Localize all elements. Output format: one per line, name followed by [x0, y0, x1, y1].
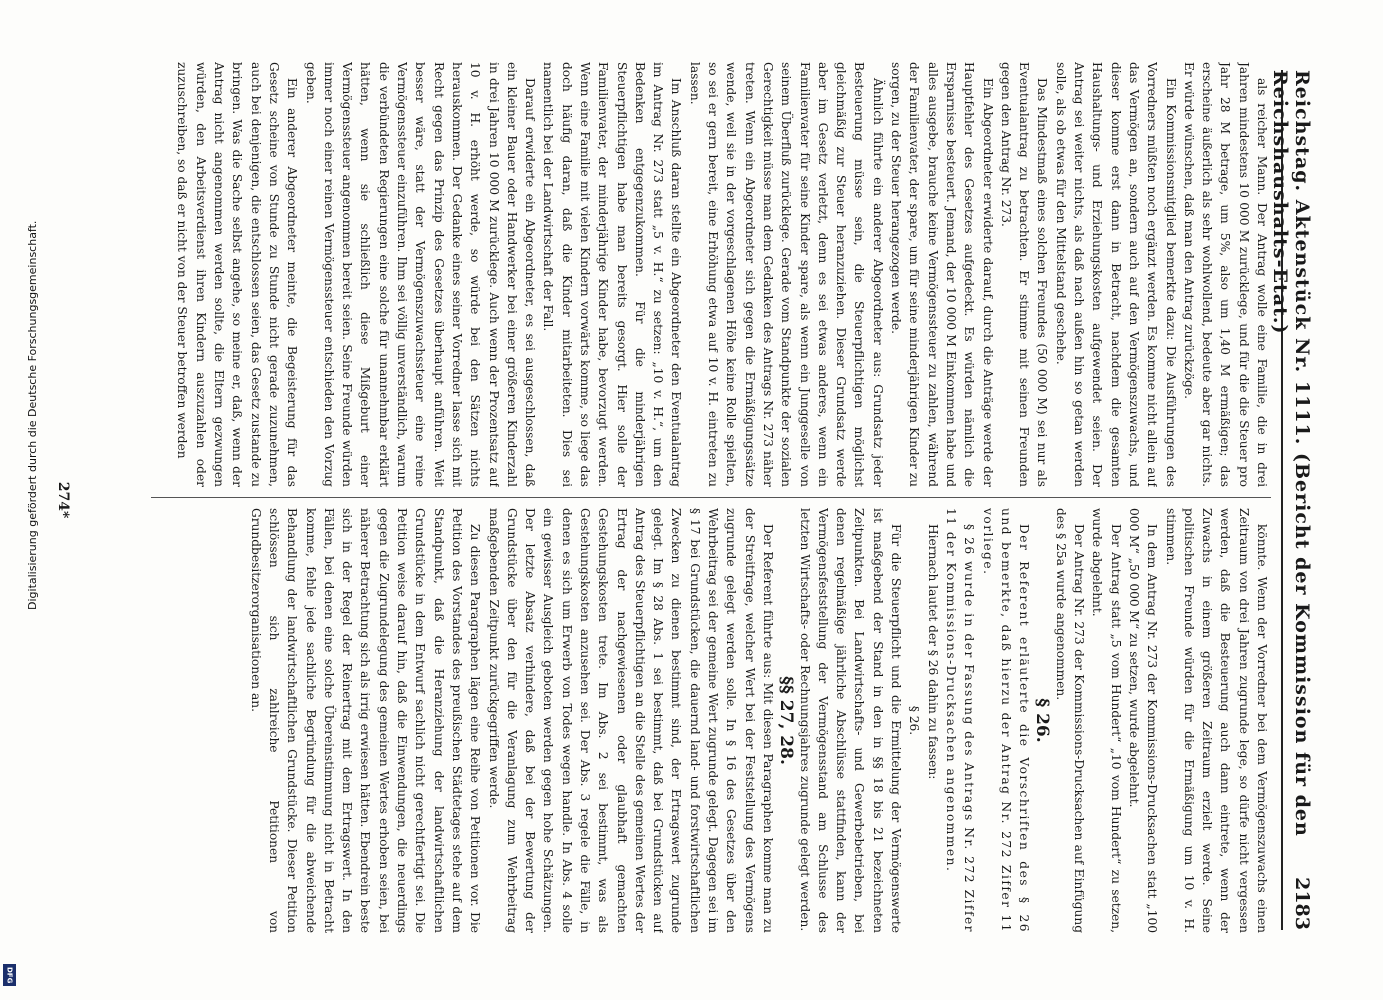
- paragraph: könnte. Wenn der Vorredner bei dem Vermögenszuwachs einen Zeitraum von drei Jahren zugrunde lege, so dürfe nicht vergessen werden, daß die Besteuerung auch dann eintrete, wenn der Zuwachs in einem größeren Zeitraum erzielt werde. Seine politischen Freunde würden für die Ermäßigung um 10 v. H. stimmen.: [1163, 508, 1269, 933]
- paragraph: Im Anschluß daran stellte ein Abgeordneter den Eventualantrag im Antrag Nr. 273 statt „5 v. H.“ zu setzen: „10 v. H.“, um den Bedenken entgegenzukommen. Für die minderjährigen Steuerpflichtigen habe man bereits gesorgt. Hier solle der Familienvater, der minderjährige Kinder habe, bevorzugt werden. Wenn eine Familie mit vielen Kindern vorwärts komme, so liege das doch häufig daran, daß die Kinder mitarbeiteten. Dies sei namentlich bei der Landwirtschaft der Fall.: [541, 62, 684, 487]
- paragraph: Zu diesen Paragraphen lägen eine Reihe von Petitionen vor. Die Petition des Vorstandes des preußischen Städtetages stehe auf dem Standpunkt, daß die Heranziehung der landwirtschaftlichen Grundstücke in dem Entwurf sachlich nicht gerechtfertigt sei. Die Petition weise darauf hin, daß die Einwendungen, die neuerdings gegen die Zugrundelegung des gemeinen Wertes erhoben seien, bei näherer Betrachtung sich als irrig erwiesen hätten. Ebendrein beste sich in der Regel der Reinertrag mit dem Ertragswert. In den Fällen, bei denen eine solche Übereinstimmung nicht in Betracht komme, fehle jede sachliche Begründung für die abweichende Behandlung der landwirtschaftlichen Grundstücke. Dieser Petition schlössen sich zahlreiche Petitionen von Grundbesitzerorganisationen an.: [248, 508, 483, 933]
- paragraph: Ein anderer Abgeordneter meinte, die Begeisterung für das Gesetz scheine von Stunde zu Stunde nicht gerade zuzunehmen, auch bei denjenigen, die entschlossen seien, das Gesetz zustande zu bringen. Was die Sache selbst angehe, so meine er, daß, wenn der Antrag nicht angenommen werden sollte, die Eltern gezwungen würden, den Arbeitsverdienst ihren Kindern auszuzahlen oder zuzuschreiben, so daß er nicht von der Steuer betroffen werden: [175, 62, 300, 487]
- paragraph: Der Antrag statt „5 vom Hundert“ „10 vom Hundert“ zu setzen, wurde abgelehnt.: [1090, 508, 1123, 933]
- left-column: [141, 62, 1271, 487]
- paragraph: Darauf erwiderte ein Abgeordneter, es sei ausgeschlossen, daß ein kleiner Bauer oder Handwerker bei einer größeren Kinderzahl in drei Jahren 10 000 M zurücklege. Auch wenn der Prozentsatz auf 10 v. H. erhöht werde, so würde bei den Sätzen nichts herauskommen. Der Gedanke eines seiner Vorredner lasse sich mit Recht gegen das Prinzip des Gesetzes überhaupt anführen. Weit besser wäre, statt der Vermögenszuwachssteuer eine reine Vermögenssteuer einzuführen. Ihm sei völlig unverständlich, warum die verbündeten Regierungen eine solche für unannehmbar erklärt hätten, wenn sie schließlich diese Mißgeburt einer Vermögenssteuer angenommen bereit seien. Seine Freunde würden immer noch einer reinen Vermögenssteuer entschieden den Vorzug geben.: [303, 62, 538, 487]
- paragraph: Ein Abgeordneter erwiderte darauf, durch die Anträge werde der Hauptfehler des Gesetzes aufgedeckt. Es würden nämlich die Ersparnisse besteuert. Jemand, der 10 000 M Einkommen habe und alles ausgebe, brauche keine Vermögenssteuer zu zahlen, während der Familienvater, der spare, um für seine minderjährigen Kinder zu sorgen, zu der Steuer herangezogen werde.: [889, 62, 995, 487]
- section-heading: § 26.: [1032, 698, 1053, 743]
- paragraph: Ähnlich führte ein anderer Abgeordneter aus: Grundsatz jeder Besteuerung müsse sein, die Steuerpflichtigen möglichst gleichmäßig zur Steuer heranzuziehen. Dieser Grundsatz werde aber im Gesetz verletzt, denn es sei etwas anderes, wenn ein Familienvater für seine Kinder spare, als wenn ein Junggeselle von seinem Überfluß zurücklege. Gerade vom Standpunkte der sozialen Gerechtigkeit müsse man dem Gedanken des Antrags Nr. 273 näher treten. Wenn ein Abgeordneter sich gegen die Ermäßigungssätze wende, weil sie in der vorgeschlagenen Höhe keine Rolle spielten, so sei er gern bereit, eine Erhöhung etwa auf 10 v. H. eintreten zu lassen.: [687, 62, 885, 487]
- running-header: [1269, 70, 1317, 930]
- digitization-credit: [0, 10, 39, 990]
- paragraph: Das Mindestmaß eines solchen Freundes (50 000 M) sei nur als Eventualantrag zu betrachten. Er stimme mit seinen Freunden gegen den Antrag Nr. 273.: [998, 62, 1050, 487]
- quoted-section-heading: § 26.: [907, 705, 922, 736]
- paragraph: Der Referent führte aus: Mit diesen Paragraphen komme man zu der Streitfrage, welcher Wert bei der Feststellung des Vermögens zugrunde gelegt werden solle. In § 16 des Gesetzes über den Wehrbeitrag sei der gemeine Wert zugrunde gelegt. Dagegen sei im § 17 bei Grundstücken, die dauernd land- und forstwirtschaftlichen Zwecken zu dienen bestimmt sind, der Ertragswert zugrunde gelegt. Im § 28 Abs. 1 sei bestimmt, daß bei Grundstücken auf Antrag des Steuerpflichtigen an die Stelle des gemeinen Wertes der Ertrag der nachgewiesenen oder glaubhaft gemachten Gestehungskosten trete. Im Abs. 2 sei bestimmt, was als Gestehungskosten anzusehen sei. Der Abs. 3 regele die Fälle, in denen es sich um Erwerb von Todes wegen handle. In Abs. 4 solle ein gewisser Ausgleich geboten werden gegen hohe Schätzungen. Der letzte Absatz verhindere, daß bei der Bewertung der Grundstücke über den für die Veranlagung zum Wehrbeitrag maßgebenden Zeitpunkt zurückgegriffen werde.: [486, 508, 775, 933]
- header-title: Reichstag. Aktenstück Nr. 1111. (Bericht der Kommission für den Reichshaushalts-Etat.): [1269, 70, 1313, 837]
- paragraph: als reicher Mann. Der Antrag wolle eine Familie, die in drei Jahren mindestens 10 000 M zurücklege, und für die die Steuer pro Jahr 28 M betrage, um 5%, also um 1,40 M ermäßigen; das erscheine äußerlich als sehr wohlwollend, bedeute aber gar nichts. Er würde wünschen, daß man den Antrag zurückzöge.: [1181, 62, 1269, 487]
- right-column: [141, 508, 1271, 933]
- column-divider: [151, 497, 1271, 498]
- paragraph: Der Referent erläuterte die Vorschriften des § 26 und bemerkte, daß hierzu der Antrag Nr. 272 Ziffer 11 vorliege.: [980, 508, 1032, 933]
- sheet-signature: 274*: [55, 481, 71, 519]
- dfg-logo-icon: DFG: [3, 964, 16, 986]
- paragraph: Der Antrag Nr. 273 der Kommissions-Drucksachen auf Einfügung des § 25a wurde angenommen.: [1053, 508, 1087, 933]
- paragraph: Ein Kommissionsmitglied bemerkte dazu: Die Ausführungen des Vorredners müßten noch ergänzt werden. Es komme nicht allein auf das Vermögen an, sondern auch auf den Vermögenszuwachs, und dieser komme erst dann in Betracht, nachdem die gesamten Haushaltungs- und Erziehungskosten aufgewendet seien. Der Antrag sei weiter nichts, als daß nach außen hin so getan werden solle, als ob etwas für den Mittelstand geschehe.: [1053, 62, 1178, 487]
- paragraph: § 26 wurde in der Fassung des Antrags Nr. 272 Ziffer 11 der Kommissions-Drucksachen angenommen.: [943, 508, 977, 933]
- paragraph: Hiernach lautet der § 26 dahin zu fassen:: [925, 524, 940, 780]
- paragraph: In dem Antrag Nr. 273 der Kommissions-Drucksachen statt „100 000 M“ „50 000 M“ zu setzen, wurde abgelehnt.: [1126, 508, 1160, 933]
- header-page-number: 2183: [1291, 877, 1313, 930]
- quoted-paragraph: Für die Steuerpflicht und die Ermittelung der Vermögenswerte ist maßgebend der Stand in den in §§ 18 bis 21 bezeichneten Zeitpunkten. Bei Landwirtschafts- und Gewerbebetrieben, bei denen regelmäßige jährliche Abschlüsse stattfinden, kann der Vermögensfeststellung der Vermögensstand am Schlusse des letzten Wirtschafts- oder Rechnungsjahres zugrunde gelegt werden.: [797, 508, 904, 933]
- credit-text: Digitalisierung gefördert durch die Deutsche Forschungsgemeinschaft.: [26, 220, 39, 610]
- section-heading: §§ 27, 28.: [776, 676, 797, 765]
